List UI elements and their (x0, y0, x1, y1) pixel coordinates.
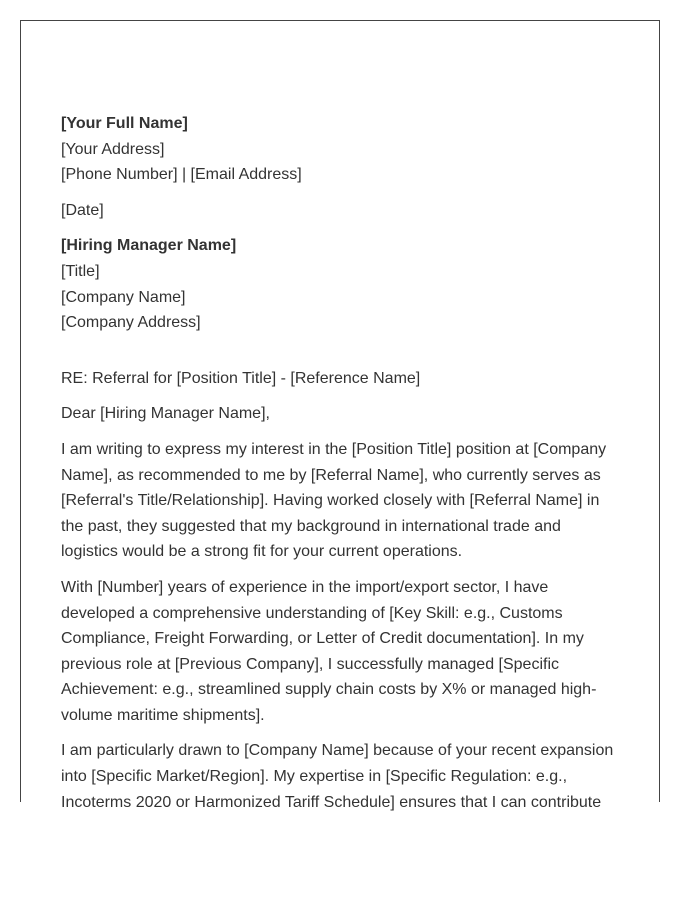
subject-line: RE: Referral for [Position Title] - [Reference Name] (61, 369, 421, 387)
recipient-company: [Company Name] (61, 288, 186, 306)
sender-name: [Your Full Name] (61, 115, 188, 132)
sender-contact: [Phone Number] | [Email Address] (61, 166, 302, 184)
body-paragraph-3: I am particularly drawn to [Company Name] because of your recent expansion into [Specific Market/Region]. My expertise in [Specific Regulation: e.g., Incoterms 2020 or Harmonized Tariff Schedule] ensures that I can contribute (61, 742, 614, 811)
sender-address: [Your Address] (61, 140, 165, 158)
subject-block (61, 366, 617, 392)
recipient-title: [Title] (61, 262, 100, 280)
salutation: Dear [Hiring Manager Name], (61, 405, 270, 423)
letter-date: [Date] (61, 201, 104, 219)
salutation-block (61, 401, 617, 427)
body-paragraph-1: I am writing to express my interest in the [Position Title] position at [Company Name], as recommended to me by [Referral Name], who currently serves as [Referral's Title/Relationship]. Having worked closely with [Referral Name] in the past, they suggested that my background in international trade and logistics would be a strong fit for your current operations. (61, 440, 607, 561)
recipient-address: [Company Address] (61, 314, 201, 332)
date-block (61, 198, 617, 224)
recipient-name: [Hiring Manager Name] (61, 237, 237, 255)
letter-page (20, 20, 660, 811)
sender-block (61, 111, 617, 188)
spacer (61, 346, 617, 366)
body-paragraph-2: With [Number] years of experience in the import/export sector, I have developed a comprehensive understanding of [Key Skill: e.g., Customs Compliance, Freight Forwarding, or Letter of Credit documentation]. In my previous role at [Previous Company], I successfully managed [Specific Achievement: e.g., streamlined supply chain costs by X% or managed high-volume maritime shipments]. (61, 578, 597, 724)
letter-content (61, 111, 617, 825)
recipient-block (61, 233, 617, 335)
